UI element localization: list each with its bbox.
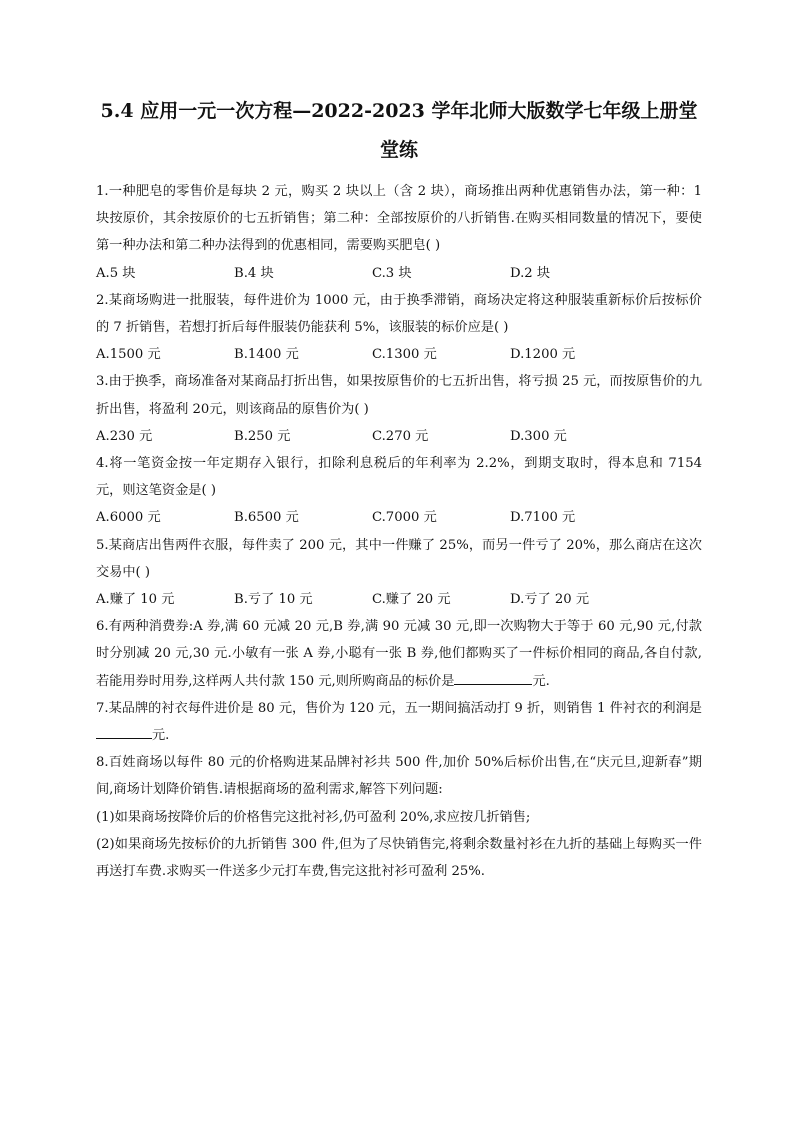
question-5-option-c: C.赚了 20 元: [372, 592, 451, 608]
question-2-stem: 2.某商场购进一批服装，每件进价为 1000 元，由于换季滞销，商场决定将这种服装重新标价后按标价的 7 折销售，若想打折后每件服装仍能获利 5%，该服装的标价应是( ): [96, 292, 702, 336]
question-list: [96, 178, 702, 885]
question-2-option-c: C.1300 元: [372, 347, 437, 363]
question-4-option-a: A.6000 元: [96, 510, 161, 526]
question-8-part-2: (2)如果商场先按标价的九折销售 300 件,但为了尽快销售完,将剩余数量衬衫在九折的基础上每购买一件再送打车费.求购买一件送多少元打车费,售完这批衬衫可盈利 25%.: [96, 836, 702, 880]
question-1-stem: 1.一种肥皂的零售价是每块 2 元，购买 2 块以上（含 2 块），商场推出两种优惠销售办法，第一种：1 块按原价，其余按原价的七五折销售；第二种：全部按原价的八折销售.在购买相同数量的情况下，要使第一种办法和第二种办法得到的优惠相同，需要购买肥皂( ): [96, 184, 702, 254]
question-7-answer-blank: [96, 724, 152, 739]
question-6-answer-blank: [454, 670, 532, 685]
question-4-option-c: C.7000 元: [372, 510, 437, 526]
question-3-options: [96, 423, 702, 450]
question-4-stem: 4.将一笔资金按一年定期存入银行，扣除利息税后的年利率为 2.2%，到期支取时，得本息和 7154 元，则这笔资金是( ): [96, 456, 702, 499]
question-3-option-c: C.270 元: [372, 428, 429, 444]
question-5-options: [96, 586, 702, 613]
question-5-option-a: A.赚了 10 元: [96, 592, 175, 608]
question-4-option-b: B.6500 元: [234, 510, 299, 526]
question-8-part-1: (1)如果商场按降价后的价格售完这批衬衫,仍可盈利 20%,求应按几折销售;: [96, 809, 531, 825]
question-7-unit: 元.: [152, 728, 170, 744]
question-5-option-d: D.亏了 20 元: [510, 592, 590, 608]
question-5-option-b: B.亏了 10 元: [234, 592, 313, 608]
question-3-stem: 3.由于换季，商场准备对某商品打折出售，如果按原售价的七五折出售，将亏损 25 元，而按原售价的九折出售，将盈利 20元，则该商品的原售价为( ): [96, 374, 702, 417]
question-3-option-d: D.300 元: [510, 428, 567, 444]
question-8-stem: 8.百姓商场以每件 80 元的价格购进某品牌衬衫共 500 件,加价 50%后标价出售,在“庆元旦,迎新春”期间,商场计划降价销售.请根据商场的盈利需求,解答下列问题:: [96, 755, 702, 798]
question-1-option-c: C.3 块: [372, 265, 412, 281]
question-7: [96, 695, 702, 749]
question-3-option-a: A.230 元: [96, 428, 153, 444]
question-2-option-d: D.1200 元: [510, 347, 576, 363]
question-6: [96, 613, 702, 695]
question-2-option-a: A.1500 元: [96, 347, 161, 363]
question-6-text: 6.有两种消费券:A 券,满 60 元减 20 元,B 券,满 90 元减 30 元,即一次购物大于等于 60 元,90 元,付款时分别减 20 元,30 元.小敏有一张 A 券,小聪有一张 B 券,他们都购买了一件标价相同的商品,各自付款,若能用券时用券,这样两人共付款 150 元,则所购商品的标价是: [96, 619, 702, 689]
document-title: [96, 92, 702, 170]
title-line-1: 5.4 应用一元一次方程—2022-2023 学年北师大版数学七年级上册堂: [100, 100, 698, 122]
title-line-2: 堂练: [379, 139, 418, 161]
question-4-options: [96, 504, 702, 531]
question-1-option-d: D.2 块: [510, 265, 551, 281]
question-1-options: [96, 260, 702, 287]
question-6-unit: 元.: [532, 673, 550, 689]
question-5-stem: 5.某商店出售两件衣服，每件卖了 200 元，其中一件赚了 25%，而另一件亏了 20%，那么商店在这次交易中( ): [96, 537, 702, 580]
question-1-option-b: B.4 块: [234, 265, 274, 281]
question-3-option-b: B.250 元: [234, 428, 291, 444]
question-1-option-a: A.5 块: [96, 265, 136, 281]
question-2-options: [96, 341, 702, 368]
question-7-text: 7.某品牌的衬衣每件进价是 80 元，售价为 120 元，五一期间搞活动打 9 折，则销售 1 件衬衣的利润是: [96, 700, 702, 716]
question-4-option-d: D.7100 元: [510, 510, 576, 526]
question-2-option-b: B.1400 元: [234, 347, 299, 363]
